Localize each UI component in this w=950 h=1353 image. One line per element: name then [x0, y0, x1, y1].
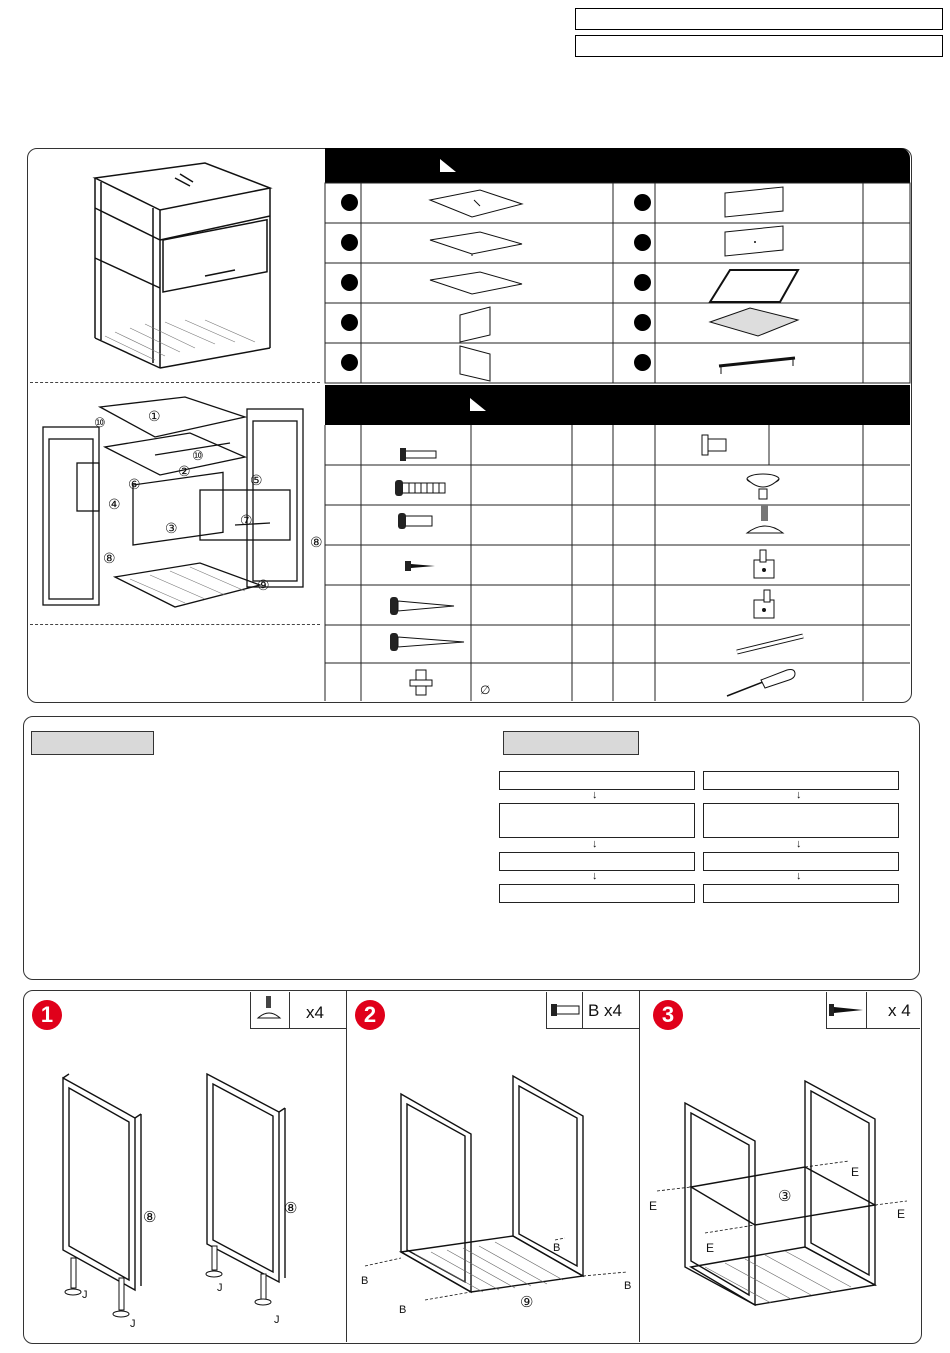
panels-section-header	[325, 148, 910, 183]
panels-table-grid	[325, 183, 910, 383]
step-divider	[346, 991, 347, 1342]
hardware-label-j: J	[217, 1282, 223, 1294]
wood-screw-icon	[829, 1004, 863, 1016]
leveling-foot-icon	[745, 505, 785, 537]
side-panel-icon	[460, 346, 492, 382]
model-number-box	[575, 8, 943, 30]
hardware-label-e: E	[851, 1165, 860, 1179]
flow-box	[499, 884, 695, 903]
bracket-icon	[752, 590, 778, 620]
hardware-label-j: J	[130, 1318, 136, 1330]
step-1-hardware-divider	[289, 992, 290, 1028]
flow-box	[499, 803, 695, 838]
part-9-marker	[634, 314, 651, 331]
hardware-section-header	[325, 385, 910, 425]
part-3-marker	[341, 274, 358, 291]
overview-label: ⑨	[257, 577, 270, 593]
overview-label: ②	[178, 463, 191, 479]
step-2-number: 2	[355, 1000, 385, 1030]
part-2-marker	[341, 234, 358, 251]
instructions-tab-right	[503, 731, 639, 755]
bolt-icon	[551, 1004, 579, 1016]
handle-bar-icon	[735, 630, 805, 656]
knob-icon	[745, 473, 781, 501]
side-panel-icon	[460, 307, 492, 343]
step-3-quantity: x 4	[888, 1001, 911, 1020]
overview-label: ④	[108, 496, 121, 512]
bracket-icon	[752, 550, 778, 580]
frame-icon	[710, 268, 800, 304]
overview-label: ⑧	[310, 534, 323, 550]
step-2-hardware-divider	[582, 992, 583, 1028]
back-panel-icon	[725, 187, 785, 219]
hardware-label-j: J	[82, 1289, 88, 1301]
section-divider	[30, 382, 320, 383]
hardware-label-b: B	[361, 1275, 369, 1287]
step-2-panel-label: ⑨	[520, 1294, 534, 1311]
triangle-icon	[440, 159, 456, 172]
bolt-icon	[400, 448, 440, 462]
flow-box	[703, 852, 899, 871]
part-7-marker	[634, 234, 651, 251]
diameter-symbol: ∅	[480, 683, 491, 697]
cam-bolt-icon	[410, 670, 432, 696]
flow-arrow: ↓	[592, 838, 598, 850]
step-divider	[639, 991, 640, 1342]
step-3-panel-label: ③	[778, 1188, 792, 1205]
step-1-panel-label: ⑧	[143, 1209, 157, 1226]
flow-arrow: ↓	[796, 838, 802, 850]
mesh-shelf-icon	[710, 308, 800, 338]
overview-label: ⑤	[250, 472, 263, 488]
part-10-marker	[634, 354, 651, 371]
short-bolt-icon	[398, 513, 434, 529]
leveling-foot-icon	[256, 996, 282, 1022]
step-1-side-frames-illustration	[55, 1070, 298, 1330]
section-divider	[30, 624, 320, 625]
part-4-marker	[341, 314, 358, 331]
glass-top-icon	[430, 190, 522, 218]
overview-label: ⑦	[240, 512, 253, 528]
flow-arrow: ↓	[796, 870, 802, 882]
step-1-number: 1	[32, 1000, 62, 1030]
flow-box	[703, 884, 899, 903]
product-title-box	[575, 35, 943, 57]
hardware-label-e: E	[897, 1207, 906, 1221]
step-1-panel-label: ⑧	[284, 1200, 298, 1217]
overview-label: ③	[165, 520, 178, 536]
instructions-tab-left	[31, 731, 154, 755]
part-5-marker	[341, 354, 358, 371]
flow-box	[703, 803, 899, 838]
exploded-view-illustration	[35, 395, 325, 620]
step-1-quantity: x4	[306, 1003, 324, 1022]
long-screw-icon	[390, 633, 466, 651]
part-8-marker	[634, 274, 651, 291]
part-6-marker	[634, 194, 651, 211]
screwdriver-icon	[725, 668, 797, 698]
overview-label: ⑥	[128, 476, 141, 492]
hardware-label-e: E	[649, 1199, 658, 1213]
hardware-label-b: B	[553, 1242, 561, 1254]
step-2-quantity: B x4	[588, 1001, 623, 1020]
flow-box	[499, 852, 695, 871]
flow-arrow: ↓	[592, 870, 598, 882]
step-3-number: 3	[653, 1000, 683, 1030]
assembled-nightstand-illustration	[85, 158, 285, 373]
flow-arrow: ↓	[796, 789, 802, 801]
flow-box	[703, 771, 899, 790]
small-screw-icon	[405, 560, 439, 572]
step-2-assembly-illustration	[355, 1070, 635, 1340]
triangle-icon	[470, 398, 486, 411]
bottom-panel-icon	[430, 272, 522, 296]
part-1-marker	[341, 194, 358, 211]
dowel-icon	[702, 435, 728, 455]
overview-label: ⑩	[192, 448, 204, 463]
overview-label: ⑧	[103, 550, 116, 566]
overview-label: ⑩	[94, 415, 106, 430]
overview-label: ①	[148, 408, 161, 424]
step-3-assembly-illustration	[645, 1075, 915, 1335]
hardware-label-b: B	[399, 1304, 407, 1316]
long-bolt-icon	[395, 480, 447, 496]
panels-table	[325, 183, 910, 383]
hardware-label-j: J	[274, 1314, 280, 1326]
shelf-panel-icon	[430, 232, 522, 256]
hardware-label-b: B	[624, 1280, 632, 1292]
wood-screw-icon	[390, 597, 456, 615]
flow-arrow: ↓	[592, 789, 598, 801]
hardware-label-e: E	[706, 1241, 715, 1255]
drawer-front-icon	[725, 226, 785, 258]
flow-box	[499, 771, 695, 790]
instructions-panel	[23, 716, 920, 980]
handle-icon	[715, 352, 800, 377]
step-3-hardware-divider	[866, 992, 867, 1028]
